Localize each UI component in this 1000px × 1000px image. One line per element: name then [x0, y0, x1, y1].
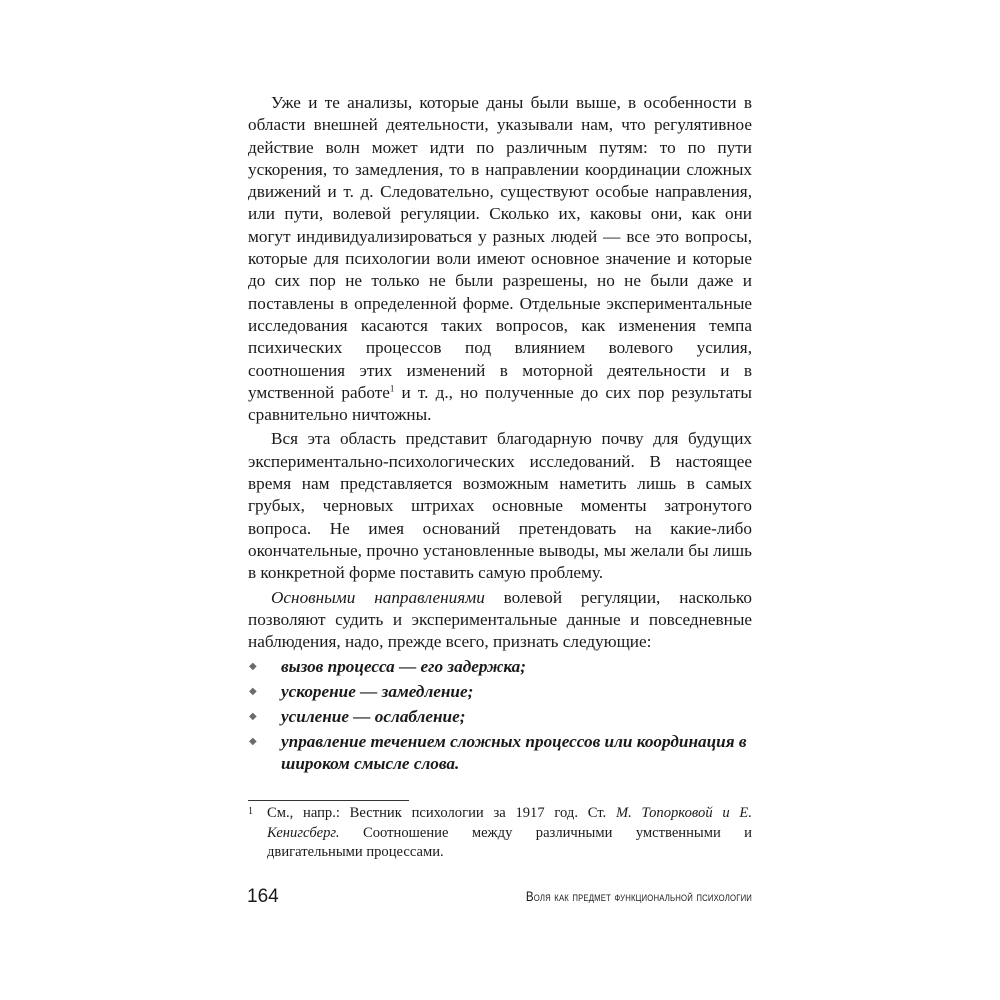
list-item: [248, 731, 752, 776]
diamond-bullet-icon: ◆: [249, 686, 257, 698]
list-item: [248, 681, 752, 703]
list-item-text: управление течением сложных процессов или координация в широком смысле слова.: [281, 731, 747, 774]
emphasized-text: М. Топорковой и Е. Кенигсберг.: [267, 805, 752, 841]
footnote: [248, 804, 752, 863]
bullet-list: [248, 656, 752, 775]
footnote-mark: 1: [248, 806, 253, 817]
text-run: волевой регуляции, насколько позволяют судить и экспериментальные данные и повседневные наблюдения, надо, прежде всего, признать следующие:: [248, 587, 752, 652]
text-run: См., напр.: Вестник психологии за 1917 год. Ст.: [267, 805, 616, 821]
footnote-text: [248, 804, 752, 863]
text-run: и т. д., но полученные до сих пор результаты сравнительно ничтожны.: [248, 382, 752, 425]
paragraph: [248, 92, 752, 426]
main-text: [248, 92, 752, 778]
diamond-bullet-icon: ◆: [249, 711, 257, 723]
paragraph: [248, 428, 752, 584]
list-item-text: ускорение — замедление;: [281, 682, 474, 702]
text-run: Соотношение между различными умственными и двигательными процессами.: [267, 824, 752, 860]
emphasized-text: Основными направлениями: [271, 587, 485, 607]
list-item: [248, 656, 752, 678]
page-number: 164: [247, 886, 279, 907]
diamond-bullet-icon: ◆: [249, 661, 257, 673]
footnote-rule: [248, 800, 409, 801]
list-item: [248, 706, 752, 728]
text-run: Вся эта область представит благодарную почву для будущих экспериментально-психологических исследований. В настоящее время нам представляется возможным наметить лишь в самых грубых, черновых штрихах основные моменты затронутого вопроса. Не имея оснований претендовать на какие-либо окончательные, прочно установленные выводы, мы желали бы лишь в конкретной форме поставить самую проблему.: [248, 429, 752, 583]
diamond-bullet-icon: ◆: [249, 735, 257, 747]
list-item-text: усиление — ослабление;: [281, 707, 466, 727]
paragraph: [248, 587, 752, 654]
footnote-reference: 1: [389, 383, 395, 394]
list-item-text: вызов процесса — его задержка;: [281, 657, 526, 677]
running-header: Воля как предмет функциональной психологии: [525, 889, 752, 904]
paragraphs: [248, 92, 752, 653]
text-run: Уже и те анализы, которые даны были выше, в особенности в области внешней деятельности, указывали нам, что регулятивное действие волн может идти по различным путям: то по пути ускорения, то замедления, то в направлении координации сложных движений и т. д. Следовательно, существуют особые направления, или пути, волевой регуляции. Сколько их, каковы они, как они могут индивидуализироваться у разных людей — все это вопросы, которые для психологии воли имеют основное значение и которые до сих пор не только не были разрешены, но не были даже и поставлены в определенной форме. Отдельные экспериментальные исследования касаются таких вопросов, как изменения темпа психических процессов под влиянием волевого усилия, соотношения этих изменений в моторной деятельности и в умственной работе: [248, 93, 752, 402]
